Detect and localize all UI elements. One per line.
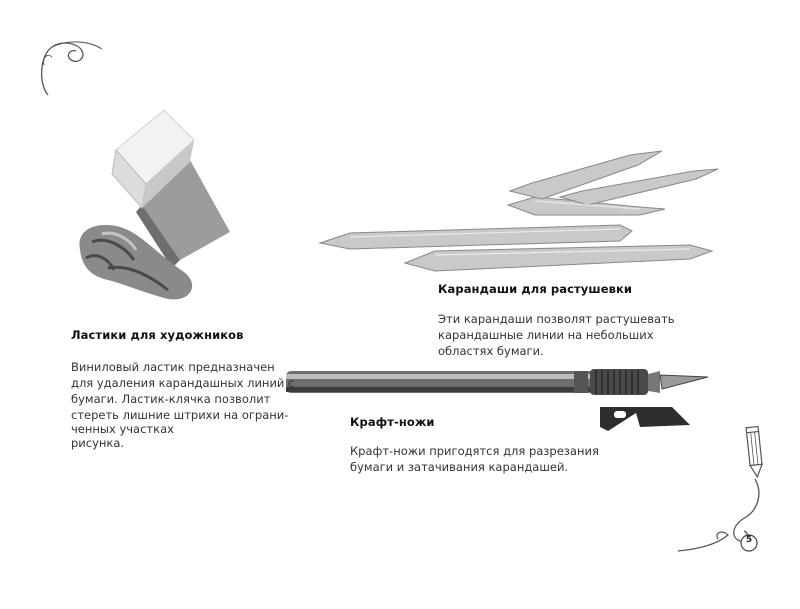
blending-pencils-line: карандашные линии на небольших [438, 328, 654, 342]
page-number: 5 [745, 535, 753, 545]
craft-knife-image [284, 365, 714, 435]
erasers-description [71, 359, 294, 451]
erasers-line: бумаги. Ластик-клячка позволит [71, 392, 271, 406]
blending-pencils-description [438, 311, 675, 359]
blending-pencils-line: Эти карандаши позволят растушевать [438, 312, 675, 326]
erasers-line: ченных участках [71, 422, 174, 436]
erasers-line: Виниловый ластик предназначен [71, 360, 275, 374]
erasers-title: Ластики для художников [71, 328, 244, 342]
blending-pencils-title: Карандаши для растушевки [438, 282, 633, 296]
erasers-image [72, 100, 242, 300]
erasers-line: рисунка. [71, 436, 125, 450]
erasers-line: для удаления карандашных линий с [71, 376, 295, 390]
pencil-flourish-ornament [670, 425, 780, 565]
craft-knives-title: Крафт-ножи [350, 415, 435, 429]
craft-knives-line: Крафт-ножи пригодятся для разрезания [350, 444, 599, 458]
blending-pencils-line: областях бумаги. [438, 344, 544, 358]
craft-knives-description [350, 443, 599, 475]
erasers-line: стереть лишние штрихи на ограни- [71, 408, 289, 422]
flourish-ornament-top-left [30, 35, 110, 105]
blending-pencils-image [320, 145, 720, 275]
craft-knives-line: бумаги и затачивания карандашей. [350, 460, 569, 474]
